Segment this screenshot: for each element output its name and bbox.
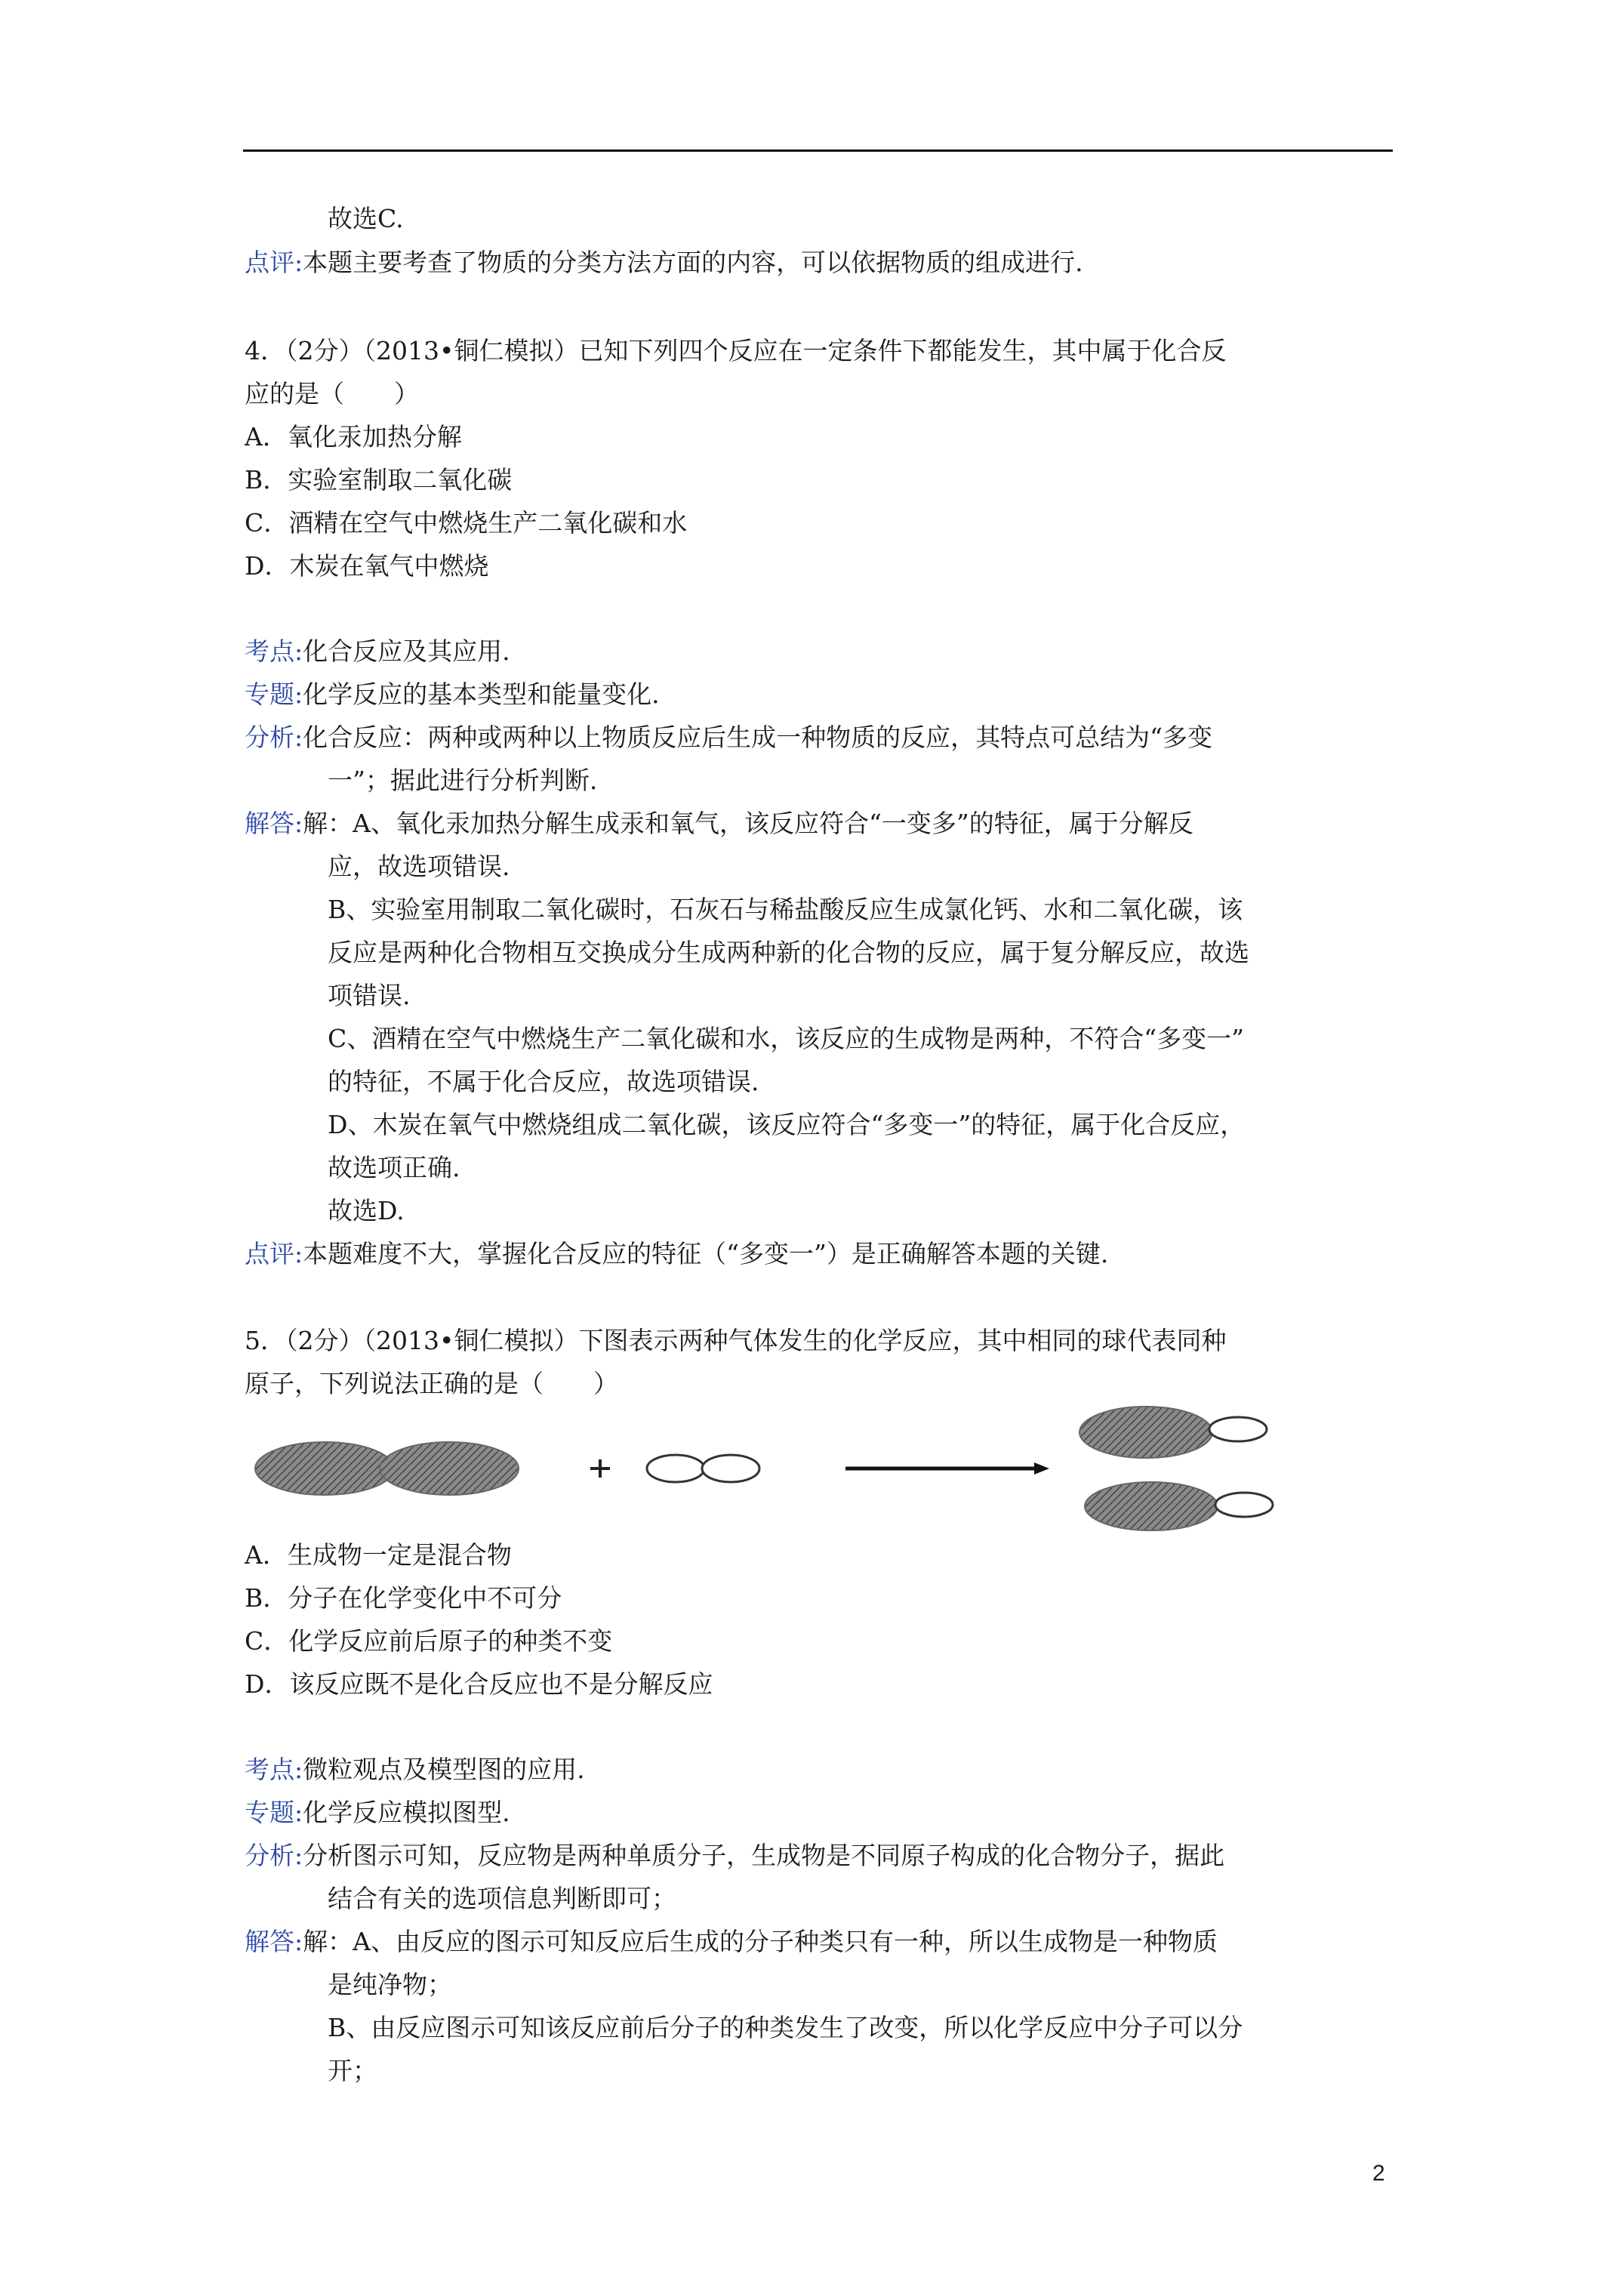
q4-option-b: B．实验室制取二氧化碳 xyxy=(245,465,513,495)
q4-fenxi-line2: 一”；据此进行分析判断. xyxy=(328,766,598,795)
jieda-label: 解答: xyxy=(245,809,303,838)
product-molecule xyxy=(1079,1407,1267,1458)
product-molecule xyxy=(1085,1482,1273,1530)
zhuanti-label: 专题: xyxy=(245,680,303,709)
q4-jieda-line: D、木炭在氧气中燃烧组成二氧化碳，该反应符合“多变一”的特征，属于化合反应， xyxy=(328,1110,1246,1139)
comment-label: 点评: xyxy=(245,248,303,277)
q4-stem-line1: 4．（2分）（2013•铜仁模拟）已知下列四个反应在一定条件下都能发生，其中属于化合反 xyxy=(245,336,1227,365)
q4-jieda-line: 反应是两种化合物相互交换成分生成两种新的化合物的反应，属于复分解反应，故选 xyxy=(328,938,1249,967)
large-atom xyxy=(1085,1482,1218,1530)
large-atom xyxy=(380,1442,519,1495)
q5-option-d: D．该反应既不是化合反应也不是分解反应 xyxy=(245,1669,713,1699)
small-atom xyxy=(647,1455,704,1482)
small-atom xyxy=(1209,1417,1267,1441)
q5-fenxi xyxy=(245,1839,1224,1872)
zhuanti-text: 化学反应的基本类型和能量变化. xyxy=(303,680,660,709)
q4-kaodian xyxy=(245,635,510,668)
dianping-label: 点评: xyxy=(245,1239,303,1268)
q5-jieda-line: 是纯净物； xyxy=(328,1970,452,1999)
q4-jieda-line: 故选项正确. xyxy=(328,1153,460,1182)
q4-dianping xyxy=(245,1237,1108,1271)
small-atom xyxy=(1215,1493,1273,1517)
zhuanti-text: 化学反应模拟图型. xyxy=(303,1798,510,1827)
q5-stem-line1: 5．（2分）（2013•铜仁模拟）下图表示两种气体发生的化学反应，其中相同的球代表同种 xyxy=(245,1326,1227,1355)
q4-option-a: A．氧化汞加热分解 xyxy=(245,422,462,451)
q5-jieda-line: B、由反应图示可知该反应前后分子的种类发生了改变，所以化学反应中分子可以分 xyxy=(328,2013,1243,2042)
q5-jieda-line: 开； xyxy=(328,2056,377,2085)
q5-zhuanti xyxy=(245,1796,510,1829)
q4-stem-line2: 应的是（ ） xyxy=(245,379,419,408)
jieda-label: 解答: xyxy=(245,1927,303,1956)
q5-kaodian xyxy=(245,1753,585,1786)
reactant-large-molecule xyxy=(255,1442,519,1495)
header-rule xyxy=(243,149,1393,152)
kaodian-text: 化合反应及其应用. xyxy=(303,636,510,666)
jieda-text: 解：A、氧化汞加热分解生成汞和氧气，该反应符合“一变多”的特征，属于分解反 xyxy=(303,809,1193,838)
q5-option-c: C．化学反应前后原子的种类不变 xyxy=(245,1626,613,1656)
q5-fenxi-line2: 结合有关的选项信息判断即可； xyxy=(328,1884,676,1913)
reaction-arrow xyxy=(845,1462,1049,1475)
q4-option-c: C．酒精在空气中燃烧生产二氧化碳和水 xyxy=(245,508,688,538)
large-atom xyxy=(1079,1407,1212,1458)
q4-jieda xyxy=(245,807,1193,840)
kaodian-text: 微粒观点及模型图的应用. xyxy=(303,1755,585,1784)
reactant-small-molecule xyxy=(647,1455,759,1482)
q3-comment xyxy=(245,246,1083,279)
q3-conclusion: 故选C. xyxy=(328,204,404,233)
q4-jieda-line: B、实验室用制取二氧化碳时，石灰石与稀盐酸反应生成氯化钙、水和二氧化碳，该 xyxy=(328,895,1243,924)
q4-jieda-line: C、酒精在空气中燃烧生产二氧化碳和水，该反应的生成物是两种，不符合“多变一” xyxy=(328,1024,1244,1053)
q5-jieda xyxy=(245,1925,1218,1959)
fenxi-label: 分析: xyxy=(245,1841,303,1870)
kaodian-label: 考点: xyxy=(245,1755,303,1784)
small-atom xyxy=(702,1455,759,1482)
q5-option-a: A．生成物一定是混合物 xyxy=(245,1540,512,1570)
zhuanti-label: 专题: xyxy=(245,1798,303,1827)
q4-jieda-line: 项错误. xyxy=(328,981,411,1010)
comment-text: 本题主要考查了物质的分类方法方面的内容，可以依据物质的组成进行. xyxy=(303,248,1083,277)
q4-option-d: D．木炭在氧气中燃烧 xyxy=(245,551,489,581)
q5-option-b: B．分子在化学变化中不可分 xyxy=(245,1583,562,1613)
q5-stem-line2: 原子，下列说法正确的是（ ） xyxy=(245,1369,618,1398)
q4-jieda-line: 的特征，不属于化合反应，故选项错误. xyxy=(328,1067,759,1096)
fenxi-text: 分析图示可知，反应物是两种单质分子，生成物是不同原子构成的化合物分子，据此 xyxy=(303,1841,1225,1870)
large-atom xyxy=(255,1442,394,1495)
q4-jieda-line: 故选D. xyxy=(328,1196,405,1225)
kaodian-label: 考点: xyxy=(245,636,303,666)
dianping-text: 本题难度不大，掌握化合反应的特征（“多变一”）是正确解答本题的关键. xyxy=(303,1239,1109,1268)
fenxi-label: 分析: xyxy=(245,723,303,752)
q4-jieda-line: 应，故选项错误. xyxy=(328,852,510,881)
q4-zhuanti xyxy=(245,678,660,711)
fenxi-text: 化合反应：两种或两种以上物质反应后生成一种物质的反应，其特点可总结为“多变 xyxy=(303,723,1212,752)
jieda-text: 解：A、由反应的图示可知反应后生成的分子种类只有一种，所以生成物是一种物质 xyxy=(303,1927,1218,1956)
q4-fenxi xyxy=(245,721,1212,754)
page-number: 2 xyxy=(1372,2161,1385,2186)
plus-sign xyxy=(590,1459,610,1478)
